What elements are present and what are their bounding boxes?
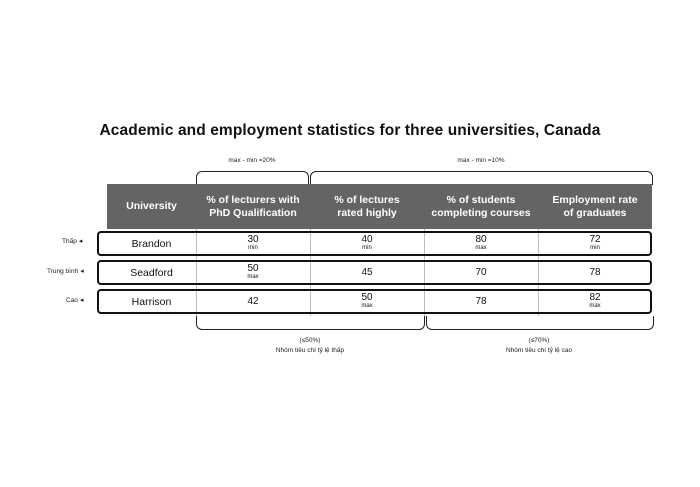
arrow-left-icon: ◂: [80, 268, 84, 275]
cell-value: [196, 231, 310, 256]
bracket-bottom-right: [426, 316, 654, 330]
note-bottom-right-label: Nhóm tiêu chí tỷ lệ cao: [505, 347, 573, 354]
page-title: Academic and employment statistics for three universities, Canada: [99, 122, 601, 139]
cell-value: [196, 260, 310, 285]
note-bottom-right-value: (≤70%): [528, 337, 550, 344]
value: 72: [589, 234, 601, 245]
value: 82: [589, 292, 601, 303]
cell-value: [538, 260, 652, 285]
cell-value: [196, 289, 310, 314]
cell-university: [107, 260, 196, 285]
cell-value: [538, 231, 652, 256]
side-label-row-3: [66, 296, 83, 304]
value: 78: [589, 266, 601, 278]
value: 50: [247, 263, 259, 274]
university-name: Seadford: [130, 266, 173, 279]
arrow-left-icon: ◂: [79, 297, 84, 304]
value: 40: [361, 234, 373, 245]
note-bottom-left-value: (≤50%): [299, 337, 321, 344]
university-name: Brandon: [131, 237, 172, 250]
value-tag: max: [361, 303, 373, 309]
cell-value: [424, 289, 538, 314]
header-completing: % of students completing courses: [424, 184, 538, 229]
value: 78: [475, 295, 487, 307]
bracket-top-left: [196, 171, 309, 185]
cell-value: [310, 289, 424, 314]
value-tag: min: [590, 245, 600, 251]
side-label-row-2: [47, 267, 84, 275]
value: 80: [475, 234, 487, 245]
cell-value: [310, 260, 424, 285]
note-top-right: max - min =10%: [457, 157, 505, 164]
cell-university: [107, 289, 196, 314]
side-label: Cao: [66, 296, 78, 304]
side-label: Thấp: [62, 237, 77, 245]
side-label-row-1: [62, 237, 82, 245]
cell-value: [424, 260, 538, 285]
value: 50: [361, 292, 373, 303]
side-label: Trung bình: [47, 267, 79, 275]
value-tag: min: [362, 245, 372, 251]
note-top-left: max - min =20%: [228, 157, 276, 164]
header-employment: Employment rate of graduates: [538, 184, 652, 229]
header-phd: % of lecturers with PhD Qualification: [196, 184, 310, 229]
bracket-top-right: [310, 171, 653, 185]
value-tag: max: [475, 245, 487, 251]
value-tag: max: [247, 274, 259, 280]
note-bottom-left-label: Nhóm tiêu chí tỷ lệ thấp: [275, 347, 345, 354]
value: 30: [247, 234, 259, 245]
cell-value: [538, 289, 652, 314]
cell-value: [310, 231, 424, 256]
university-name: Harrison: [131, 295, 172, 308]
cell-university: [107, 231, 196, 256]
value-tag: max: [589, 303, 601, 309]
header-lectures-rated: % of lectures rated highly: [310, 184, 424, 229]
cell-value: [424, 231, 538, 256]
header-university: University: [107, 184, 196, 229]
value-tag: min: [248, 245, 258, 251]
value: 42: [247, 295, 259, 307]
value: 45: [361, 266, 373, 278]
arrow-left-icon: ◂: [78, 238, 83, 245]
bracket-bottom-left: [196, 316, 425, 330]
value: 70: [475, 266, 487, 278]
